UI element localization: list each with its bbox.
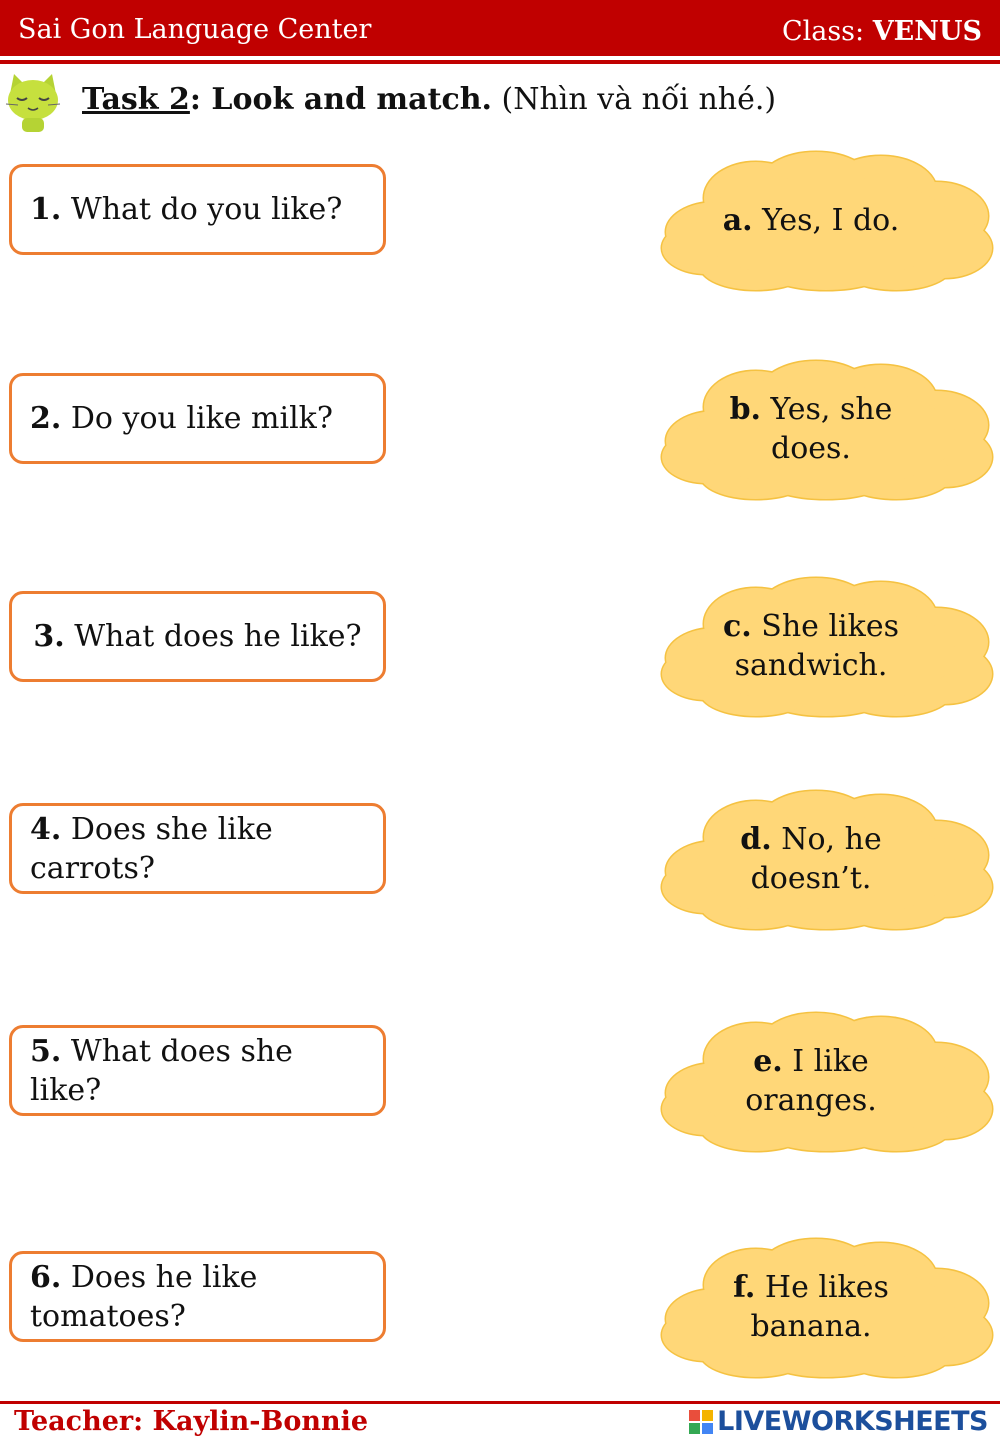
header-divider xyxy=(0,60,1000,64)
cat-face-icon xyxy=(4,72,62,134)
question-box-6[interactable] xyxy=(9,1251,386,1342)
brand-text: LIVEWORKSHEETS xyxy=(717,1406,988,1437)
question-box-3[interactable] xyxy=(9,591,386,682)
answer-cloud-e[interactable] xyxy=(656,1009,996,1153)
class-name: VENUS xyxy=(872,16,982,47)
question-text: Does he like tomatoes? xyxy=(30,1259,258,1334)
task-instruction: : Look and match. xyxy=(189,82,492,117)
question-box-2[interactable] xyxy=(9,373,386,464)
answer-text: c. She likes sandwich. xyxy=(723,609,899,683)
question-text: Does she like carrots? xyxy=(30,811,273,886)
school-name: Sai Gon Language Center xyxy=(18,14,372,45)
question-number: 3. xyxy=(33,619,65,654)
header-bar xyxy=(0,0,1000,56)
answer-cloud-c[interactable] xyxy=(656,574,996,718)
task-title xyxy=(82,82,776,117)
answer-cloud-f[interactable] xyxy=(656,1235,996,1379)
question-text: What does she like? xyxy=(30,1033,293,1108)
answer-cloud-a[interactable] xyxy=(656,148,996,292)
answer-cloud-b[interactable] xyxy=(656,357,996,501)
question-box-1[interactable] xyxy=(9,164,386,255)
question-number: 4. xyxy=(30,811,62,847)
question-text: What do you like? xyxy=(61,192,343,227)
answer-cloud-d[interactable] xyxy=(656,787,996,931)
class-label: Class: xyxy=(781,16,865,47)
liveworksheets-logo-icon xyxy=(689,1410,713,1434)
question-number: 2. xyxy=(30,401,62,436)
answer-text: e. I like oranges. xyxy=(745,1044,877,1118)
class-info xyxy=(782,16,982,47)
brand-logo[interactable] xyxy=(689,1406,988,1437)
task-translation: (Nhìn và nối nhé.) xyxy=(492,82,777,117)
question-text: What does he like? xyxy=(64,619,362,654)
answer-text: d. No, he doesn’t. xyxy=(740,822,882,896)
answer-text: b. Yes, she does. xyxy=(729,392,893,466)
answer-text: a. Yes, I do. xyxy=(722,202,900,238)
footer-divider xyxy=(0,1401,1000,1404)
question-box-5[interactable] xyxy=(9,1025,386,1116)
answer-text: f. He likes banana. xyxy=(733,1270,889,1344)
question-number: 1. xyxy=(30,192,62,227)
task-label: Task 2 xyxy=(82,82,190,117)
teacher-name: Teacher: Kaylin-Bonnie xyxy=(14,1406,369,1437)
question-box-4[interactable] xyxy=(9,803,386,894)
question-number: 6. xyxy=(30,1259,62,1295)
question-text: Do you like milk? xyxy=(61,401,333,436)
question-number: 5. xyxy=(30,1033,62,1069)
